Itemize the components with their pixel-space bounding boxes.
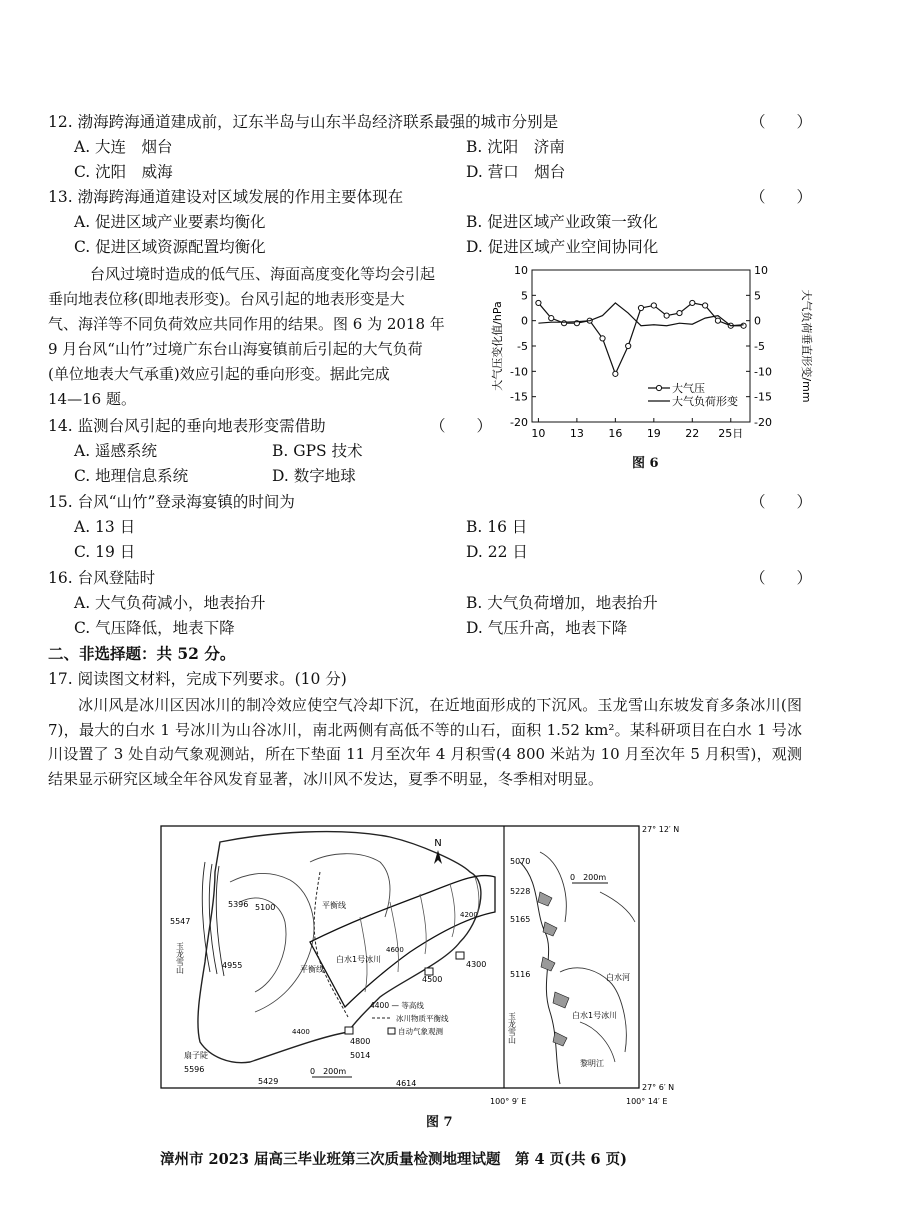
q12-stem: 12. 渤海跨海通道建成前，辽东半岛与山东半岛经济联系最强的城市分别是 bbox=[48, 113, 559, 131]
coord-bottom-mid: 100° 14′ E bbox=[626, 1097, 668, 1106]
ytick-right-label: 0 bbox=[754, 314, 761, 328]
map-label-5228: 5228 bbox=[510, 887, 531, 896]
ytick-left-label: -20 bbox=[510, 416, 528, 429]
q14-stem: 14. 监测台风引起的垂向地表形变需借助 bbox=[48, 417, 326, 435]
q13-stem: 13. 渤海跨海通道建设对区域发展的作用主要体现在 bbox=[48, 188, 404, 206]
legend-contour: 4400 — 等高线 bbox=[370, 1001, 424, 1010]
ytick-left-label: -10 bbox=[510, 365, 528, 379]
q14-answer-paren: （ ） bbox=[430, 417, 493, 435]
scale-left: 0 200m bbox=[310, 1067, 347, 1076]
q13-answer-paren: （ ） bbox=[750, 188, 813, 206]
map-label-eq-line-2: 平衡线 bbox=[300, 965, 324, 974]
q15-option-c: C. 19 日 bbox=[74, 543, 136, 561]
map-label-baishui-glacier: 白水1号冰川 bbox=[336, 955, 382, 964]
map-label-4955: 4955 bbox=[222, 961, 243, 970]
figure-7-caption: 图 7 bbox=[426, 1115, 453, 1130]
map-label-4200: 4200 bbox=[460, 911, 478, 919]
series-1-point bbox=[549, 316, 554, 321]
map-label-baishui-river: 白水河 bbox=[606, 973, 630, 982]
map-label-shanzidou: 扇子陡 bbox=[184, 1051, 208, 1060]
coord-bottom-left: 100° 9′ E bbox=[490, 1097, 527, 1106]
q12-option-c: C. 沈阳 威海 bbox=[74, 163, 173, 181]
series-1-point bbox=[600, 336, 605, 341]
map-label-4600: 4600 bbox=[386, 946, 404, 954]
ytick-right-label: 10 bbox=[754, 264, 768, 277]
figure-7-map bbox=[160, 822, 720, 1112]
q12-option-b: B. 沈阳 济南 bbox=[466, 138, 565, 156]
legend-label-1: 大气压 bbox=[672, 382, 705, 395]
ytick-left-label: -15 bbox=[510, 390, 528, 404]
intro-line-6: 14—16 题。 bbox=[48, 390, 136, 408]
q15-option-b: B. 16 日 bbox=[466, 518, 528, 536]
y-axis-right-label: 大气负荷垂直形变/mm bbox=[800, 289, 813, 403]
q16-option-a: A. 大气负荷减小，地表抬升 bbox=[74, 594, 266, 612]
ytick-left-label: 0 bbox=[521, 314, 528, 328]
legend-label-2: 大气负荷形变 bbox=[672, 395, 738, 408]
coord-bottom-right: 27° 6′ N bbox=[642, 1083, 675, 1092]
map-label-5070: 5070 bbox=[510, 857, 531, 866]
ytick-left-label: 5 bbox=[521, 289, 528, 303]
ytick-right-label: 5 bbox=[754, 289, 761, 303]
q16-answer-paren: （ ） bbox=[750, 569, 813, 587]
legend-station: 自动气象观测 bbox=[398, 1027, 443, 1036]
ytick-right-label: -20 bbox=[754, 416, 772, 429]
intro-line-5: (单位地表大气承重)效应引起的垂向形变。据此完成 bbox=[48, 365, 390, 383]
xtick-label: 13 bbox=[569, 427, 584, 440]
figure-6-caption: 图 6 bbox=[632, 456, 659, 471]
map-label-5396: 5396 bbox=[228, 900, 249, 909]
map-label-eq-line-1: 平衡线 bbox=[322, 901, 346, 910]
ytick-left-label: -5 bbox=[517, 340, 528, 353]
q12-option-d: D. 营口 烟台 bbox=[466, 163, 566, 181]
map-label-4800: 4800 bbox=[350, 1037, 371, 1046]
map-label-4400: 4400 bbox=[292, 1028, 310, 1036]
xtick-label: 25日 bbox=[718, 427, 744, 440]
map-label-5165: 5165 bbox=[510, 915, 531, 924]
q16-option-b: B. 大气负荷增加，地表抬升 bbox=[466, 594, 658, 612]
q17-stem: 17. 阅读图文材料，完成下列要求。(10 分) bbox=[48, 670, 347, 688]
series-1-point bbox=[638, 305, 643, 310]
north-label: N bbox=[434, 838, 442, 849]
intro-line-1: 台风过境时造成的低气压、海面高度变化等均会引起 bbox=[90, 265, 436, 283]
series-1-point bbox=[651, 303, 656, 308]
q15-stem: 15. 台风“山竹”登录海宴镇的时间为 bbox=[48, 493, 295, 511]
q17-material-paragraph: 冰川风是冰川区因冰川的制冷效应使空气冷却下沉，在近地面形成的下沉风。玉龙雪山东坡发育多条冰川(图 7)，最大的白水 1 号冰川为山谷冰川，南北两侧有高低不等的山石，面积 1.52 km²。某科研项目在白水 1 号冰川设置了 3 处自动气象观测站，所在下垫面 11 月至次年 4 月积雪(4 800 米站为 10 月至次年 5 月积雪)，观测结果显示研究区域全年谷风发育显著，冰川风不发达，夏季不明显，冬季相对明显。 bbox=[48, 696, 802, 788]
series-1-point bbox=[613, 371, 618, 376]
series-line-1 bbox=[538, 303, 743, 374]
map-label-yulong: 玉龙雪山 bbox=[175, 942, 185, 974]
map-label-yulong-2: 玉龙雪山 bbox=[507, 1012, 517, 1044]
map-label-5429: 5429 bbox=[258, 1077, 279, 1086]
figure-6-chart bbox=[488, 260, 818, 470]
series-1-point bbox=[536, 300, 541, 305]
series-1-point bbox=[664, 313, 669, 318]
ytick-left-label: 10 bbox=[514, 264, 528, 277]
map-label-5100: 5100 bbox=[255, 903, 276, 912]
series-1-point bbox=[703, 303, 708, 308]
xtick-label: 22 bbox=[685, 427, 700, 440]
series-1-point bbox=[715, 318, 720, 323]
series-1-point bbox=[561, 321, 566, 326]
series-1-point bbox=[626, 343, 631, 348]
intro-line-4: 9 月台风“山竹”过境广东台山海宴镇前后引起的大气负荷 bbox=[48, 340, 423, 358]
q13-option-d: D. 促进区域产业空间协同化 bbox=[466, 238, 659, 256]
q14-option-a: A. 遥感系统 bbox=[74, 442, 158, 460]
map-label-4300: 4300 bbox=[466, 960, 487, 969]
intro-line-2: 垂向地表位移(即地表形变)。台风引起的地表形变是大 bbox=[48, 290, 405, 308]
scale-right: 0 200m bbox=[570, 873, 607, 882]
q14-option-b: B. GPS 技术 bbox=[272, 442, 363, 460]
map-label-5596: 5596 bbox=[184, 1065, 205, 1074]
series-1-point bbox=[690, 300, 695, 305]
q14-option-d: D. 数字地球 bbox=[272, 467, 356, 485]
map-label-4500: 4500 bbox=[422, 975, 443, 984]
ytick-right-label: -15 bbox=[754, 390, 772, 404]
q15-answer-paren: （ ） bbox=[750, 493, 813, 511]
q12-option-a: A. 大连 烟台 bbox=[74, 138, 173, 156]
map-label-5014: 5014 bbox=[350, 1051, 371, 1060]
ytick-right-label: -10 bbox=[754, 365, 772, 379]
page-footer: 漳州市 2023 届高三毕业班第三次质量检测地理试题 第 4 页(共 6 页) bbox=[160, 1151, 628, 1168]
y-axis-left-label: 大气压变化值/hPa bbox=[491, 301, 504, 391]
xtick-label: 16 bbox=[608, 427, 623, 440]
q14-option-c: C. 地理信息系统 bbox=[74, 467, 189, 485]
ytick-right-label: -5 bbox=[754, 340, 765, 353]
q16-option-c: C. 气压降低，地表下降 bbox=[74, 619, 235, 637]
q13-option-a: A. 促进区域产业要素均衡化 bbox=[74, 213, 266, 231]
q13-option-b: B. 促进区域产业政策一致化 bbox=[466, 213, 658, 231]
q15-option-a: A. 13 日 bbox=[74, 518, 136, 536]
q16-option-d: D. 气压升高，地表下降 bbox=[466, 619, 628, 637]
intro-line-3: 气、海洋等不同负荷效应共同作用的结果。图 6 为 2018 年 bbox=[48, 315, 445, 333]
map-label-5116: 5116 bbox=[510, 970, 531, 979]
coord-top-right: 27° 12′ N bbox=[642, 825, 680, 834]
q16-stem: 16. 台风登陆时 bbox=[48, 569, 156, 587]
q15-option-d: D. 22 日 bbox=[466, 543, 528, 561]
xtick-label: 10 bbox=[531, 427, 546, 440]
q13-option-c: C. 促进区域资源配置均衡化 bbox=[74, 238, 266, 256]
series-1-point bbox=[741, 323, 746, 328]
section-2-heading: 二、非选择题：共 52 分。 bbox=[48, 644, 236, 663]
legend-eq-line: 冰川物质平衡线 bbox=[396, 1014, 449, 1023]
q12-answer-paren: （ ） bbox=[750, 113, 813, 131]
map-label-4614: 4614 bbox=[396, 1079, 417, 1088]
series-1-point bbox=[677, 310, 682, 315]
map-label-5547: 5547 bbox=[170, 917, 191, 926]
xtick-label: 19 bbox=[646, 427, 661, 440]
legend-marker-1 bbox=[656, 385, 661, 390]
map-label-baishui-glacier-2: 白水1号冰川 bbox=[572, 1011, 618, 1020]
map-label-liming-river: 黎明江 bbox=[580, 1059, 604, 1068]
